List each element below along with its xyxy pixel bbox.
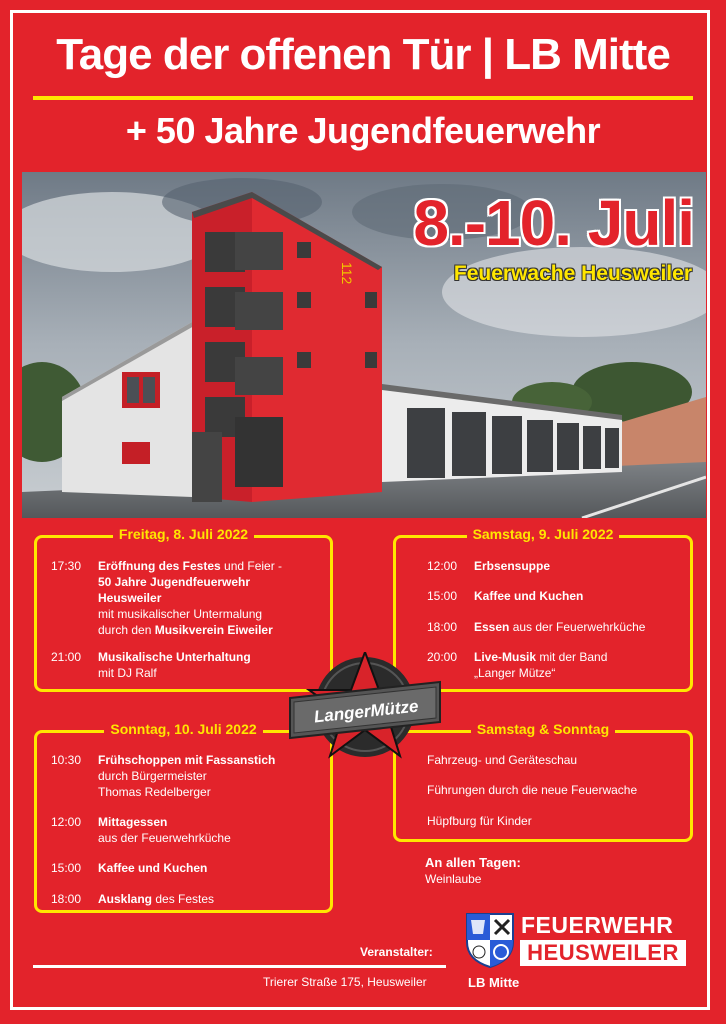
- saturday-title: Samstag, 9. Juli 2022: [467, 526, 620, 542]
- weekend-item: Fahrzeug- und Geräteschau: [427, 753, 578, 767]
- organizer-label: Veranstalter:: [360, 945, 433, 959]
- event-date: 8.-10. Juli: [413, 187, 694, 259]
- friday-box: Freitag, 8. Juli 2022 17:30 Eröffnung des Festes und Feier - 50 Jahre Jugendfeuerwehr Heusweiler mit musikalischer Untermalung durch den Musikverein Eiweiler 21:00 Musikalische Unterhaltung mit DJ Ralf: [34, 535, 333, 692]
- all-days-text: Weinlaube: [425, 872, 482, 886]
- weekend-title: Samstag & Sonntag: [471, 721, 615, 737]
- tower-number: 112: [339, 262, 355, 285]
- band-badge: [286, 652, 444, 762]
- organizer-address: Trierer Straße 175, Heusweiler: [263, 975, 427, 989]
- poster-title: Tage der offenen Tür | LB Mitte: [56, 30, 670, 79]
- all-days-title: An allen Tagen:: [425, 855, 521, 870]
- all-days: [425, 855, 521, 886]
- logo-line-2: HEUSWEILER: [520, 940, 686, 966]
- time: 21:00: [51, 650, 82, 664]
- badge-text: LangerMütze: [313, 696, 420, 727]
- time: 17:30: [51, 559, 82, 573]
- title-divider: [33, 96, 693, 100]
- sunday-box: Sonntag, 10. Juli 2022 10:30 Frühschoppen mit Fassanstich durch Bürgermeister Thomas Redelberger 12:00 Mittagessen aus der Feuerwehrküche 15:00 Kaffee und Kuchen 18:00 Ausklang des Festes: [34, 730, 333, 913]
- coat-of-arms-icon: [465, 912, 515, 968]
- poster-subtitle: + 50 Jahre Jugendfeuerwehr: [125, 110, 601, 151]
- weekend-item: Hüpfburg für Kinder: [427, 814, 532, 828]
- saturday-box: Samstag, 9. Juli 2022 12:00 Erbsensuppe 15:00 Kaffee und Kuchen 18:00 Essen aus der Feuerwehrküche 20:00 Live-Musik mit der Band „Langer Mütze“: [393, 535, 693, 692]
- weekend-item: Führungen durch die neue Feuerwache: [427, 783, 638, 797]
- sunday-title: Sonntag, 10. Juli 2022: [104, 721, 262, 737]
- footer-divider: [33, 965, 446, 968]
- friday-title: Freitag, 8. Juli 2022: [113, 526, 254, 542]
- logo-line-1: FEUERWEHR: [521, 912, 674, 938]
- event-venue: Feuerwache Heusweiler: [453, 262, 692, 285]
- logo-unit: LB Mitte: [468, 975, 520, 990]
